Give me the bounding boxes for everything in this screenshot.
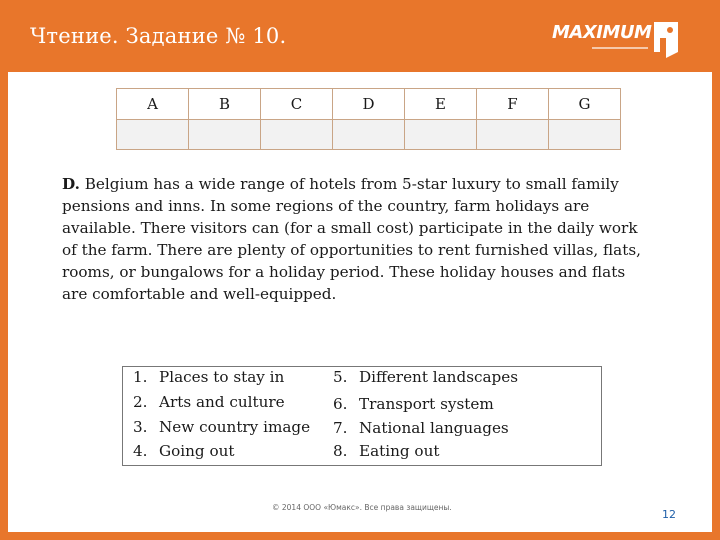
answer-cell-f[interactable] [477, 120, 549, 150]
option-text: Different landscapes [359, 368, 519, 386]
logo-mark-icon [650, 18, 682, 60]
option-item [333, 395, 494, 413]
answer-cell-b[interactable] [189, 120, 261, 150]
answer-header-f: F [477, 89, 549, 120]
passage-line: Belgium has a wide range of hotels from 5-star luxury to small family [79, 175, 619, 193]
passage-line: rooms, or bungalows for a holiday period. These holiday houses and flats [62, 263, 626, 281]
answer-header-b: B [189, 89, 261, 120]
answer-table-input-row [117, 120, 621, 150]
option-item [333, 368, 518, 386]
passage-line: pensions and inns. In some regions of the country, farm holidays are [62, 197, 590, 215]
answer-cell-d[interactable] [333, 120, 405, 150]
option-number: 1. [133, 368, 148, 386]
answer-cell-a[interactable] [117, 120, 189, 150]
option-number: 3. [133, 418, 148, 436]
option-number: 4. [133, 442, 148, 460]
option-text: New country image [159, 418, 311, 436]
option-item [133, 393, 285, 411]
option-number: 2. [133, 393, 148, 411]
answer-header-g: G [549, 89, 621, 120]
passage-line: of the farm. There are plenty of opportunities to rent furnished villas, flats, [62, 241, 641, 259]
option-item [133, 368, 284, 386]
answer-table-header-row [117, 89, 621, 120]
answer-header-a: A [117, 89, 189, 120]
option-text: Going out [159, 442, 235, 460]
page-number: 12 [662, 508, 676, 521]
option-item [333, 419, 509, 437]
option-number: 6. [333, 395, 348, 413]
logo-underline [592, 47, 648, 49]
passage-line: available. There visitors can (for a small cost) participate in the daily work [62, 219, 638, 237]
logo-text: MAXIMUM [552, 22, 652, 43]
maximum-logo [552, 18, 684, 62]
option-number: 8. [333, 442, 348, 460]
answer-cell-e[interactable] [405, 120, 477, 150]
answer-header-c: C [261, 89, 333, 120]
option-item [133, 418, 310, 436]
answer-header-e: E [405, 89, 477, 120]
answer-cell-c[interactable] [261, 120, 333, 150]
slide-title: Чтение. Задание № 10. [30, 24, 287, 48]
option-text: Places to stay in [159, 368, 285, 386]
answer-header-d: D [333, 89, 405, 120]
option-number: 7. [333, 419, 348, 437]
option-number: 5. [333, 368, 348, 386]
passage-letter: D. [62, 175, 80, 193]
option-text: Transport system [359, 395, 494, 413]
copyright-text: © 2014 ООО «Юмакс». Все права защищены. [272, 503, 452, 512]
slide-header [0, 0, 720, 72]
answer-table [116, 88, 621, 150]
option-item [333, 442, 439, 460]
options-box [122, 366, 602, 466]
option-text: Eating out [359, 442, 440, 460]
option-text: Arts and culture [159, 393, 285, 411]
answer-cell-g[interactable] [549, 120, 621, 150]
option-text: National languages [359, 419, 509, 437]
passage-d [62, 173, 672, 305]
slide-content [8, 72, 712, 532]
option-item [133, 442, 235, 460]
passage-line: are comfortable and well-equipped. [62, 285, 337, 303]
